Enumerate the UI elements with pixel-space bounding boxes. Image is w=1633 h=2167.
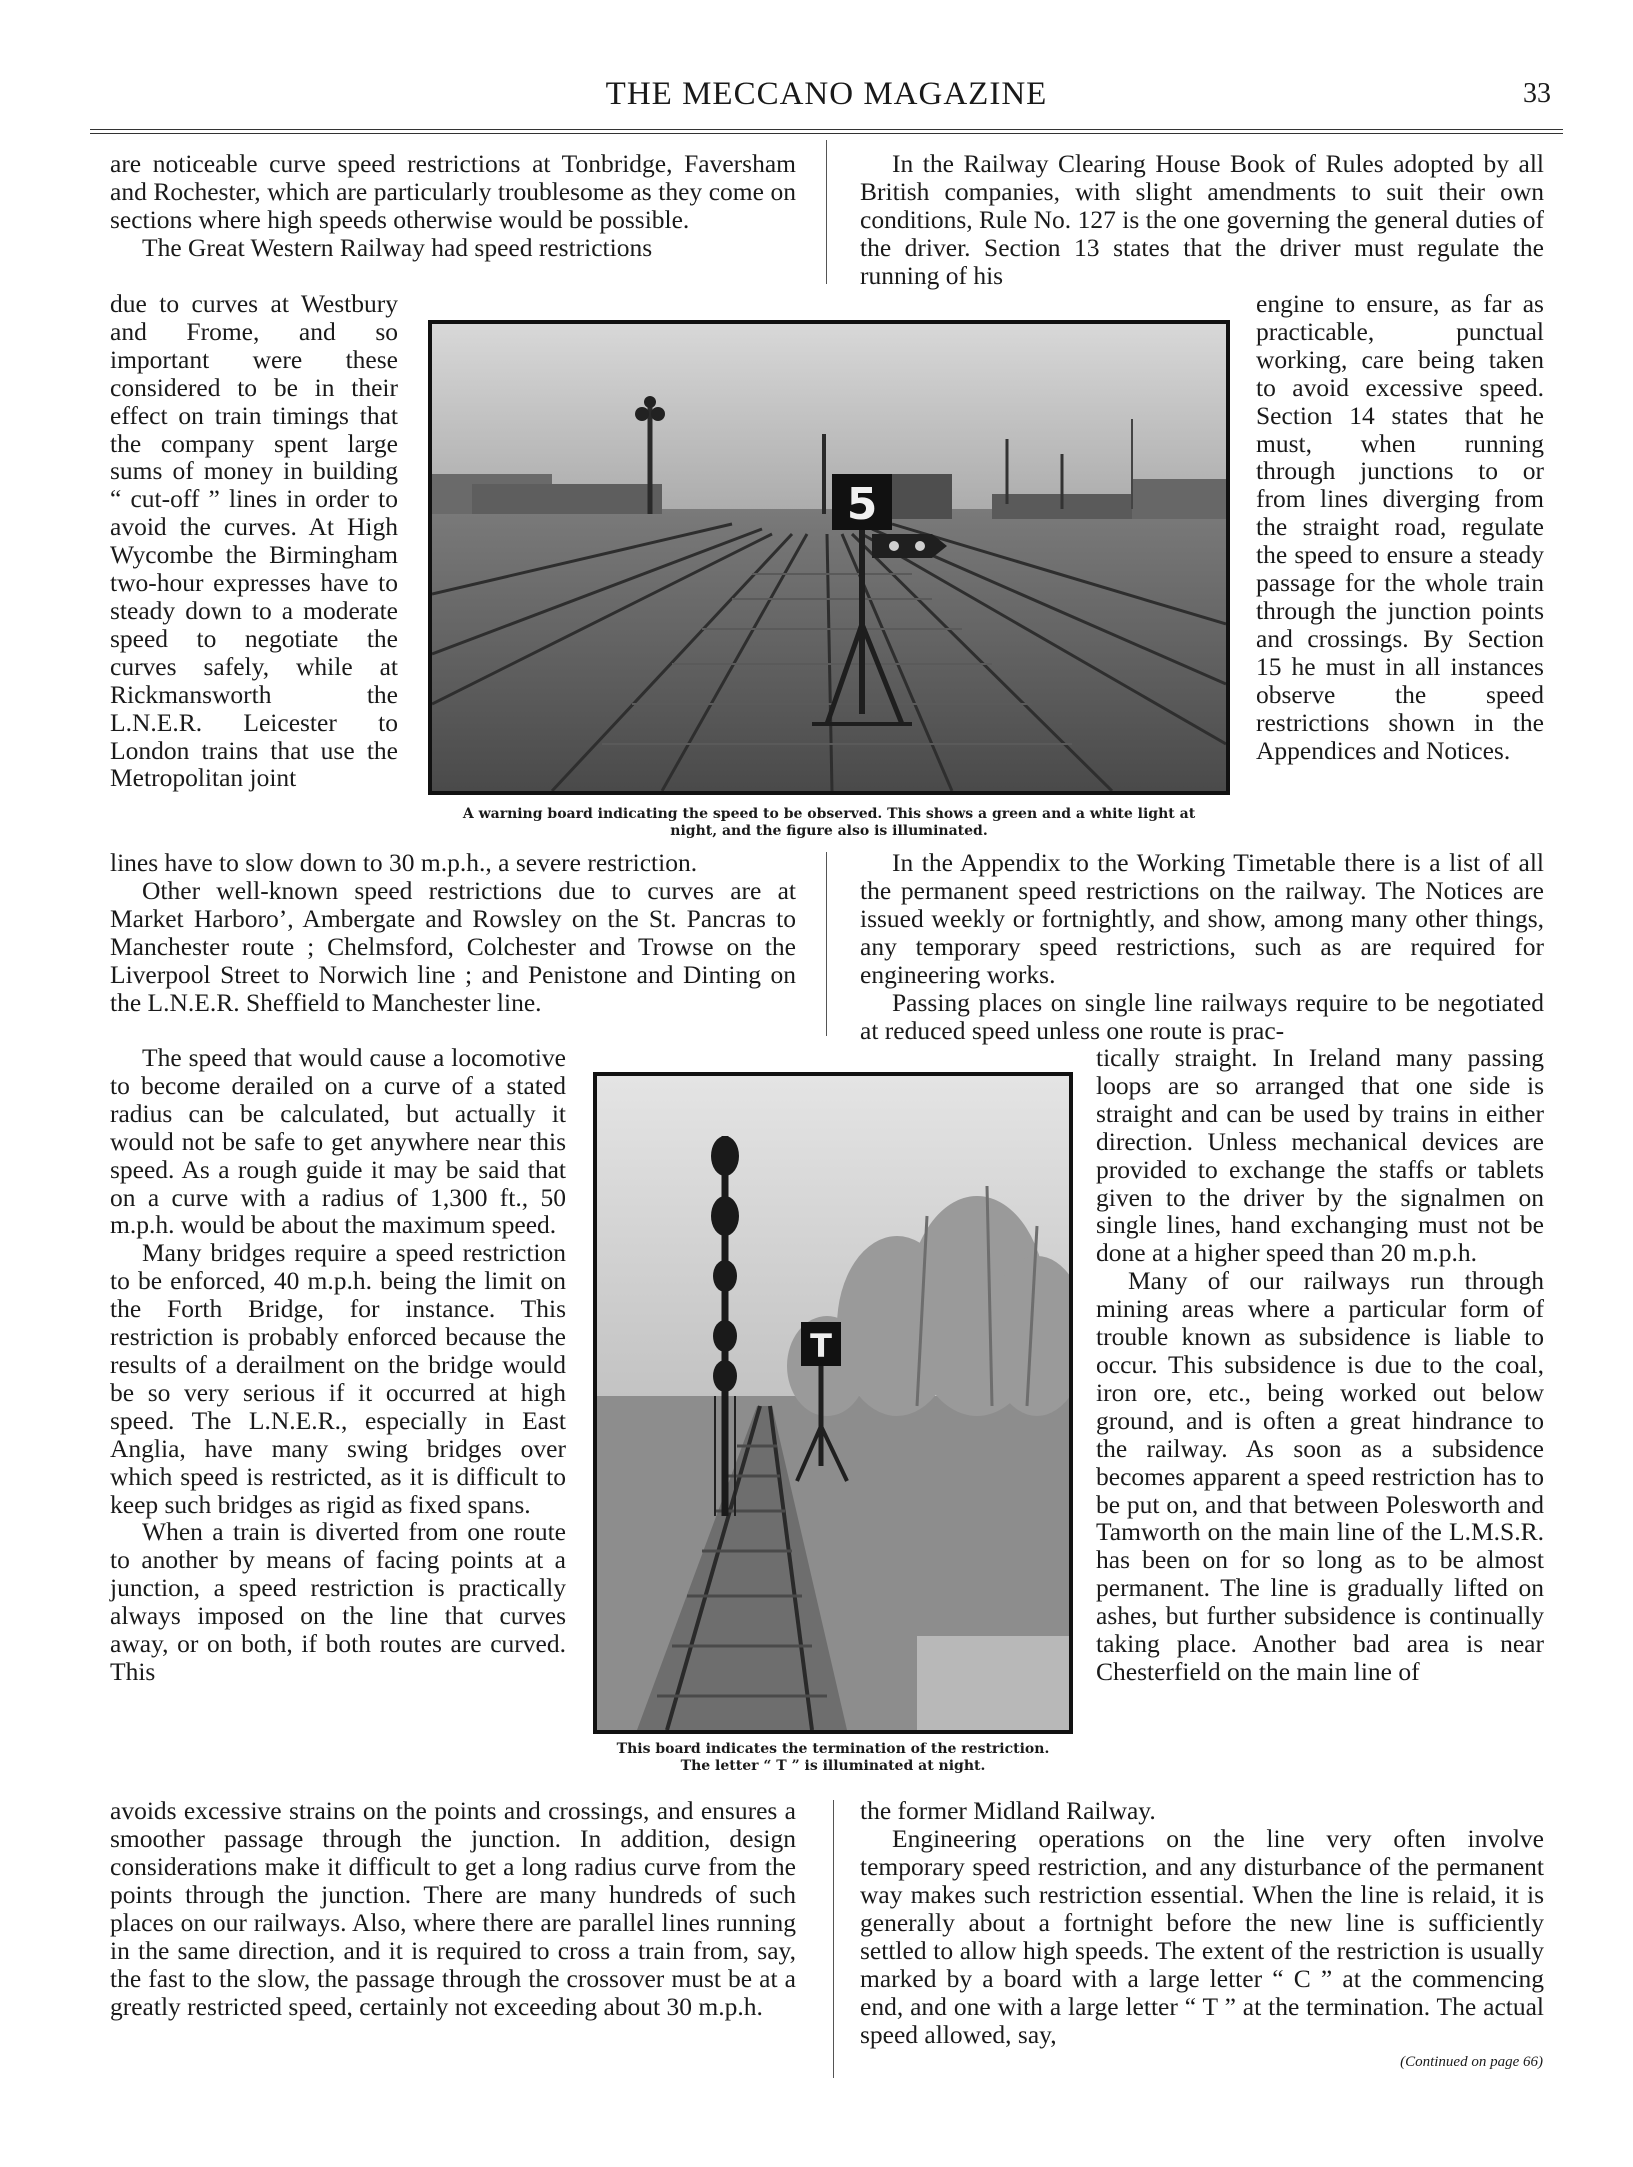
paragraph: the former Midland Railway.	[860, 1796, 1156, 1825]
photo1-caption: A warning board indicating the speed to be observed. This shows a green and a white light at night, and the figure also is illuminated.	[462, 806, 1196, 839]
column-divider-middle	[826, 852, 827, 1036]
left-column-lower	[110, 1044, 566, 1686]
paragraph: When a train is diverted from one route to another by means of facing points at a junction, a speed restriction is practically always imposed on the line that curves away, or on both, if both routes are curved. This	[110, 1517, 566, 1686]
left-column-bottom	[110, 1797, 796, 2021]
paragraph: avoids excessive strains on the points and crossings, and ensures a smoother passage through the junction. In addition, design considerations make it difficult to get a long radius curve from the points through the junction. There are many hundreds of such places on our railways. Also, where there are parallel lines running in the same direction, and it is required to cross a train from, say, the fast to the slow, the passage through the crossover must be at a greatly restricted speed, certainly not exceeding about 30 m.p.h.	[110, 1796, 796, 2021]
page-header	[90, 76, 1563, 128]
continued-note: (Continued on page 66)	[1400, 2054, 1543, 2070]
right-column-upper	[860, 150, 1544, 290]
header-rule-thin	[90, 133, 1563, 134]
left-column-upper	[110, 150, 796, 262]
railway-junction-image	[432, 324, 1226, 791]
paragraph: The Great Western Railway had speed restrictions	[142, 233, 653, 262]
right-column-middle	[860, 849, 1544, 1045]
header-rule	[90, 129, 1563, 130]
paragraph: lines have to slow down to 30 m.p.h., a severe restriction.	[110, 848, 698, 877]
termination-board-photo	[593, 1072, 1073, 1734]
paragraph: due to curves at Westbury and Frome, and so important were these considered to be in their effect on train timings that the company spent large sums of money in building “ cut-off ” lines in order to avoid the curves. At High Wycombe the Birmingham two-hour expresses have to steady down to a moderate speed to negotiate the curves safely, while at Rickmansworth the L.N.E.R. Leicester to London trains that use the Metropolitan joint	[110, 289, 398, 793]
column-divider-bottom	[833, 1800, 834, 2078]
speed-board-number: 5	[846, 479, 878, 530]
paragraph: Passing places on single line railways require to be negotiated at reduced speed unless one route is prac-	[860, 988, 1544, 1045]
paragraph: Many of our railways run through mining areas where a particular form of trouble known as subsidence is liable to occur. This subsidence is due to the coal, iron ore, etc., being worked out below ground, and is often a great hindrance to the railway. As soon as a subsidence becomes apparent a speed restriction has to be put on, and that between Polesworth and Tamworth on the main line of the L.M.S.R. has been on for so long as to be almost permanent. The line is gradually lifted on ashes, but further subsidence is continually taking place. Another bad area is near Chesterfield on the main line of	[1096, 1266, 1544, 1686]
left-column-narrow	[110, 290, 398, 792]
paragraph: Engineering operations on the line very often involve temporary speed restriction, and any disturbance of the permanent way makes such restriction essential. When the line is relaid, it is generally about a fortnight before the new line is sufficiently settled to allow high speeds. The extent of the restriction is usually marked by a board with a large letter “ C ” at the commencing end, and one with a large letter “ T ” at the termination. The actual speed allowed, say,	[860, 1824, 1544, 2049]
paragraph: Many bridges require a speed restriction to be enforced, 40 m.p.h. being the limit on the Forth Bridge, for instance. This restriction is probably enforced because the results of a derailment on the bridge would be so very serious if it occurred at high speed. The L.N.E.R., especially in East Anglia, have many swing bridges over which speed is restricted, as it is difficult to keep such bridges as rigid as fixed spans.	[110, 1238, 566, 1519]
right-column-narrow	[1256, 290, 1544, 764]
railway-termination-image	[597, 1076, 1069, 1730]
paragraph: are noticeable curve speed restrictions at Tonbridge, Faversham and Rochester, which are particularly troublesome as they come on sections where high speeds otherwise would be possible.	[110, 149, 796, 234]
page-number: 33	[1523, 78, 1551, 109]
photo2-caption: This board indicates the termination of the restriction. The letter “ T ” is illuminated at night.	[616, 1741, 1050, 1774]
column-divider-top	[826, 140, 827, 284]
paragraph: In the Appendix to the Working Timetable there is a list of all the permanent speed restrictions on the railway. The Notices are issued weekly or fortnightly, and show, among many other things, any temporary speed restrictions, such as are required for engineering works.	[860, 848, 1544, 989]
magazine-title: THE MECCANO MAGAZINE	[605, 76, 1048, 112]
paragraph: Other well-known speed restrictions due to curves are at Market Harboro’, Ambergate and Rowsley on the St. Pancras to Manchester route ; Chelmsford, Colchester and Trowse on the Liverpool Street to Norwich line ; and Penistone and Dinting on the L.N.E.R. Sheffield to Manchester line.	[110, 876, 796, 1017]
paragraph: engine to ensure, as far as practicable, punctual working, care being taken to avoid excessive speed. Section 14 states that he must, when running through junctions to or from lines diverging from the straight road, regulate the speed to ensure a steady passage for the whole train through the junction points and crossings. By Section 15 he must in all instances observe the speed restrictions shown in the Appendices and Notices.	[1256, 289, 1544, 765]
right-column-bottom	[860, 1797, 1544, 2049]
right-column-lower	[1096, 1044, 1544, 1686]
paragraph: The speed that would cause a locomotive to become derailed on a curve of a stated radius can be calculated, but actually it would not be safe to get anywhere near this speed. As a rough guide it may be said that on a curve with a radius of 1,300 ft., 50 m.p.h. would be about the maximum speed.	[110, 1043, 566, 1240]
paragraph: In the Railway Clearing House Book of Rules adopted by all British companies, with slight amendments to suit their own conditions, Rule No. 127 is the one governing the general duties of the driver. Section 13 states that the driver must regulate the running of his	[860, 149, 1544, 290]
paragraph: tically straight. In Ireland many passing loops are so arranged that one side is straight and can be used by trains in either direction. Unless mechanical devices are provided to exchange the staffs or tablets given to the driver by the signalmen on single lines, hand exchanging must not be done at a higher speed than 20 m.p.h.	[1096, 1043, 1544, 1268]
termination-board-letter: T	[810, 1327, 832, 1365]
warning-board-photo	[428, 320, 1230, 795]
left-column-middle	[110, 849, 796, 1017]
